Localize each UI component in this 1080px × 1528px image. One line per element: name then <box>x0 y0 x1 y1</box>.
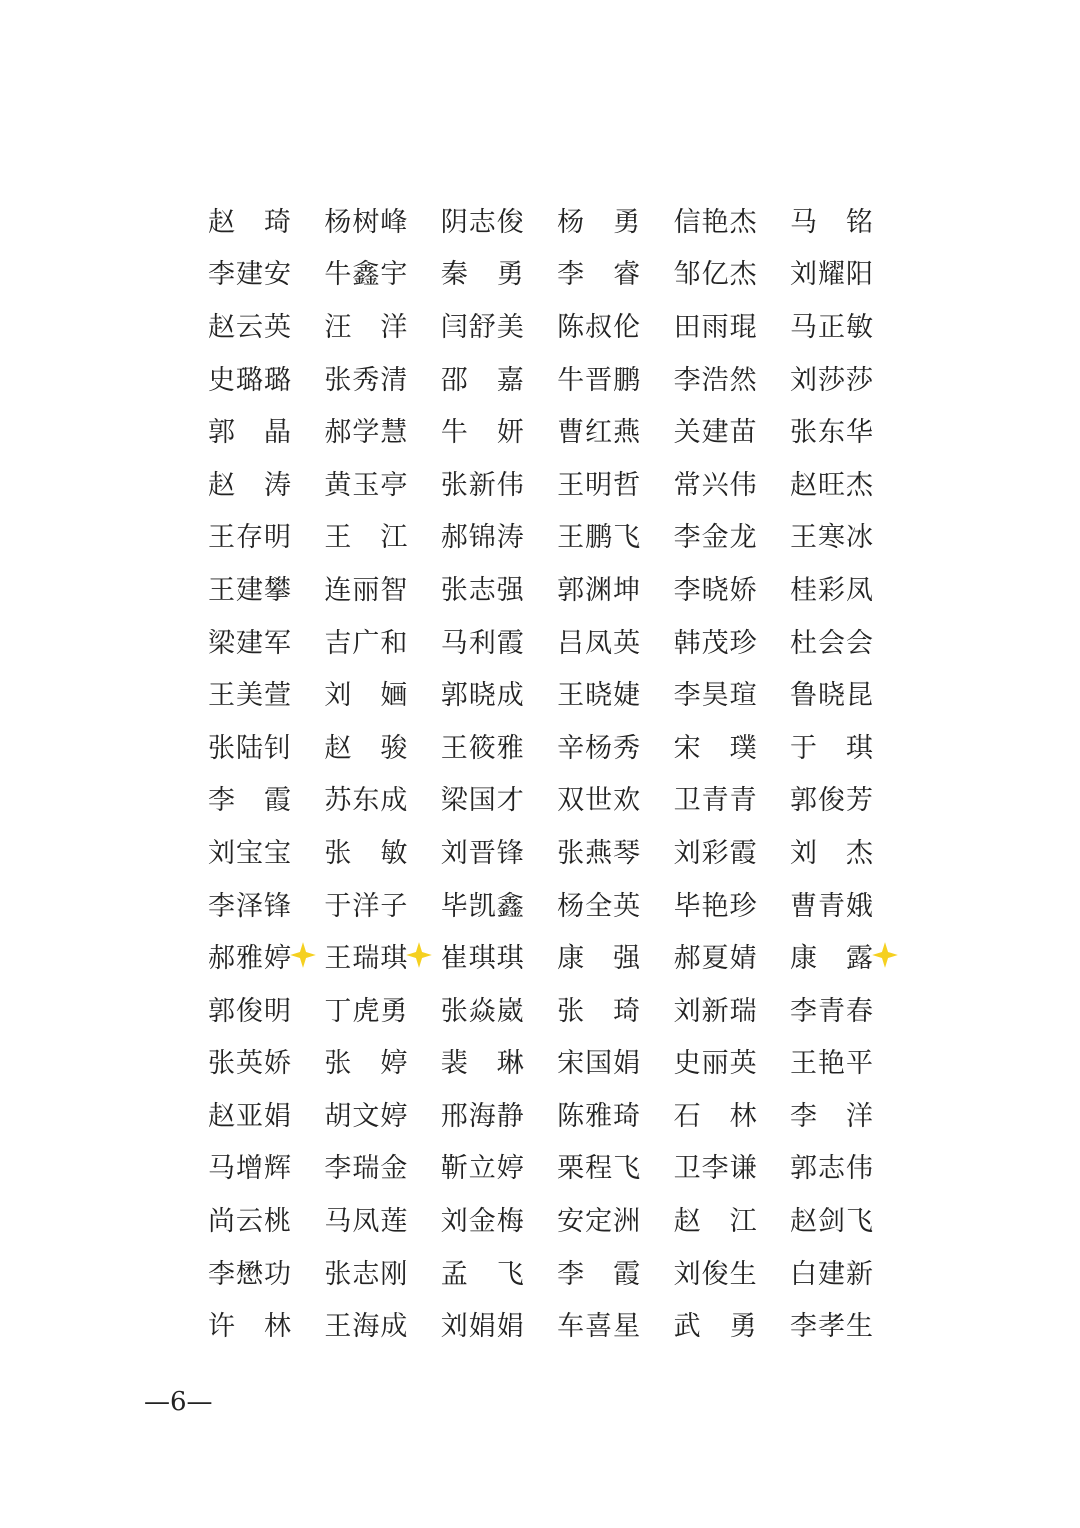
name-cell: 牛 晋 鹏 <box>557 364 641 396</box>
name-cell: 王 海 成 <box>324 1311 408 1343</box>
name-cell: 丁 虎 勇 <box>324 995 408 1027</box>
name-cell: 张 志 强 <box>440 574 524 606</box>
name-cell: 常 兴 伟 <box>673 469 757 501</box>
name-cell: 赵 旺 杰 <box>789 469 873 501</box>
name-cell: 武 勇 <box>673 1311 757 1343</box>
name-cell: 杜 会 会 <box>789 627 873 659</box>
name-cell: 赵 亚 娟 <box>208 1100 291 1132</box>
name-cell: 桂 彩 凤 <box>789 574 873 606</box>
name-cell: 李 懋 功 <box>208 1258 291 1290</box>
name-cell: 王 筱 雅 <box>440 732 524 764</box>
name-cell: 吕 凤 英 <box>557 627 641 659</box>
name-cell: 赵 云 英 <box>208 311 291 343</box>
name-cell: 双 世 欢 <box>557 785 641 817</box>
name-cell: 卫 青 青 <box>673 785 757 817</box>
page-number: —6— <box>144 1387 213 1417</box>
name-cell: 毕 凯 鑫 <box>440 890 524 922</box>
name-cell: 白 建 新 <box>789 1258 873 1290</box>
name-cell: 李 泽 锋 <box>208 890 291 922</box>
name-cell: 康 露 <box>790 932 873 985</box>
name-cell: 毕 艳 珍 <box>673 890 757 922</box>
name-cell: 张 敏 <box>324 837 408 869</box>
name-cell: 刘 晋 锋 <box>440 837 524 869</box>
name-cell: 信 艳 杰 <box>673 206 757 238</box>
name-cell: 石 林 <box>673 1100 757 1132</box>
star-icon <box>871 941 899 969</box>
name-cell: 刘 宝 宝 <box>208 837 291 869</box>
name-cell: 郝 学 慧 <box>324 417 408 449</box>
name-cell: 鲁 晓 昆 <box>789 680 873 712</box>
name-cell: 梁 建 军 <box>208 627 291 659</box>
name-cell: 李 昊 瑄 <box>673 680 757 712</box>
name-cell: 刘 彩 霞 <box>673 837 757 869</box>
name-cell: 陈 雅 琦 <box>557 1100 641 1132</box>
name-cell: 刘 杰 <box>789 837 873 869</box>
name-cell: 王 建 攀 <box>208 574 291 606</box>
name-cell: 郝 雅 婷 <box>208 932 291 985</box>
name-cell: 张 婷 <box>324 1048 408 1080</box>
name-cell: 康 强 <box>557 943 641 975</box>
name-cell: 牛 妍 <box>440 417 524 449</box>
name-cell: 胡 文 婷 <box>324 1100 408 1132</box>
name-cell: 马 增 辉 <box>208 1153 291 1185</box>
name-list-grid <box>208 196 906 1353</box>
name-cell: 崔 琪 琪 <box>440 943 524 975</box>
name-cell: 张 英 娇 <box>208 1048 291 1080</box>
name-cell: 安 定 洲 <box>557 1206 641 1238</box>
name-cell: 梁 国 才 <box>440 785 524 817</box>
name-cell: 邹 亿 杰 <box>673 259 757 291</box>
name-cell: 刘 新 瑞 <box>673 995 757 1027</box>
name-cell: 黄 玉 亭 <box>324 469 408 501</box>
name-cell: 刘 婳 <box>324 680 408 712</box>
name-cell: 苏 东 成 <box>324 785 408 817</box>
name-cell: 李 洋 <box>789 1100 873 1132</box>
name-cell: 田 雨 琨 <box>673 311 757 343</box>
name-cell: 许 林 <box>208 1311 291 1343</box>
name-cell: 史 丽 英 <box>673 1048 757 1080</box>
star-icon <box>405 941 433 969</box>
name-cell: 李 青 春 <box>789 995 873 1027</box>
name-cell: 张 琦 <box>557 995 641 1027</box>
name-cell: 李 金 龙 <box>673 522 757 554</box>
name-cell: 张 燕 琴 <box>557 837 641 869</box>
name-cell: 王 明 哲 <box>557 469 641 501</box>
name-cell: 栗 程 飞 <box>557 1153 641 1185</box>
name-cell: 吉 广 和 <box>324 627 408 659</box>
name-cell: 闫 舒 美 <box>440 311 524 343</box>
name-cell: 张 焱 崴 <box>440 995 524 1027</box>
name-cell: 邵 嘉 <box>440 364 524 396</box>
name-cell: 阴 志 俊 <box>440 206 524 238</box>
name-cell: 郭 俊 明 <box>208 995 291 1027</box>
name-cell: 张 秀 清 <box>324 364 408 396</box>
name-cell: 郝 夏 婧 <box>673 943 757 975</box>
name-cell: 马 正 敏 <box>789 311 873 343</box>
name-cell: 张 东 华 <box>789 417 873 449</box>
name-cell: 关 建 苗 <box>673 417 757 449</box>
name-cell: 刘 金 梅 <box>440 1206 524 1238</box>
name-cell: 杨 勇 <box>557 206 641 238</box>
name-cell: 郭 晶 <box>208 417 291 449</box>
name-cell: 郝 锦 涛 <box>440 522 524 554</box>
name-cell: 李 浩 然 <box>673 364 757 396</box>
name-cell: 辛 杨 秀 <box>557 732 641 764</box>
name-cell: 郭 晓 成 <box>440 680 524 712</box>
name-cell: 李 建 安 <box>208 259 291 291</box>
name-cell: 连 丽 智 <box>324 574 408 606</box>
name-cell: 王 寒 冰 <box>789 522 873 554</box>
name-cell: 于 琪 <box>789 732 873 764</box>
name-cell: 马 凤 莲 <box>324 1206 408 1238</box>
name-cell: 卫 李 谦 <box>673 1153 757 1185</box>
name-cell: 王 江 <box>324 522 408 554</box>
name-cell: 杨 树 峰 <box>324 206 408 238</box>
name-cell: 车 喜 星 <box>557 1311 641 1343</box>
name-cell: 马 利 霞 <box>440 627 524 659</box>
name-cell: 宋 国 娟 <box>557 1048 641 1080</box>
name-cell: 韩 茂 珍 <box>673 627 757 659</box>
name-cell: 李 睿 <box>557 259 641 291</box>
name-cell: 李 霞 <box>557 1258 641 1290</box>
name-cell: 李 孝 生 <box>789 1311 873 1343</box>
name-cell: 李 瑞 金 <box>324 1153 408 1185</box>
name-cell: 赵 琦 <box>208 206 291 238</box>
name-cell: 王 晓 婕 <box>557 680 641 712</box>
name-cell: 曹 青 娥 <box>789 890 873 922</box>
name-cell: 刘 耀 阳 <box>789 259 873 291</box>
name-cell: 郭 志 伟 <box>789 1153 873 1185</box>
name-cell: 郭 俊 芳 <box>789 785 873 817</box>
name-cell: 张 志 刚 <box>324 1258 408 1290</box>
name-cell: 王 瑞 琪 <box>324 932 407 985</box>
name-cell: 刘 莎 莎 <box>789 364 873 396</box>
name-cell: 邢 海 静 <box>440 1100 524 1132</box>
name-cell: 裴 琳 <box>440 1048 524 1080</box>
name-cell: 王 美 萱 <box>208 680 291 712</box>
name-cell: 孟 飞 <box>440 1258 524 1290</box>
name-cell: 刘 俊 生 <box>673 1258 757 1290</box>
star-icon <box>289 941 317 969</box>
name-cell: 赵 骏 <box>324 732 408 764</box>
name-cell: 牛 鑫 宇 <box>324 259 408 291</box>
name-cell: 尚 云 桃 <box>208 1206 291 1238</box>
name-cell: 陈 叔 伦 <box>557 311 641 343</box>
name-cell: 赵 涛 <box>208 469 291 501</box>
name-cell: 李 霞 <box>208 785 291 817</box>
name-cell: 张 新 伟 <box>440 469 524 501</box>
name-cell: 史 璐 璐 <box>208 364 291 396</box>
name-cell: 于 洋 子 <box>324 890 408 922</box>
name-cell: 王 存 明 <box>208 522 291 554</box>
name-cell: 赵 江 <box>673 1206 757 1238</box>
name-cell: 杨 全 英 <box>557 890 641 922</box>
name-cell: 郭 渊 坤 <box>557 574 641 606</box>
name-cell: 赵 剑 飞 <box>789 1206 873 1238</box>
name-cell: 马 铭 <box>789 206 873 238</box>
name-cell: 曹 红 燕 <box>557 417 641 449</box>
name-cell: 宋 璞 <box>673 732 757 764</box>
name-cell: 汪 洋 <box>324 311 408 343</box>
name-cell: 张 陆 钊 <box>208 732 291 764</box>
name-cell: 王 艳 平 <box>789 1048 873 1080</box>
name-cell: 刘 娟 娟 <box>440 1311 524 1343</box>
name-cell: 靳 立 婷 <box>440 1153 524 1185</box>
name-cell: 秦 勇 <box>440 259 524 291</box>
name-cell: 王 鹏 飞 <box>557 522 641 554</box>
name-cell: 李 晓 娇 <box>673 574 757 606</box>
